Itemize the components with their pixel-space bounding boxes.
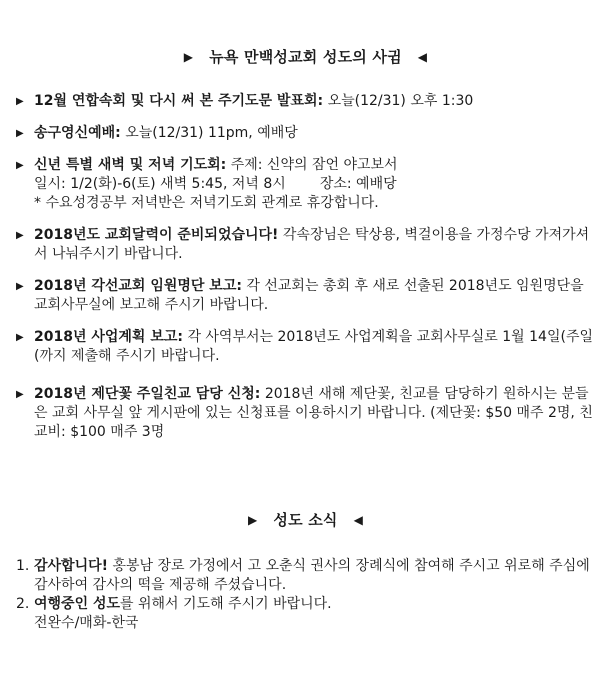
bullet-arrow-icon: ▶ <box>16 230 24 241</box>
bullet-arrow-icon: ▶ <box>16 128 24 139</box>
announcement-note: * 수요성경공부 저녁반은 저녁기도회 관계로 휴강합니다. <box>34 195 379 211</box>
bullet-arrow-icon: ▶ <box>16 160 24 171</box>
announcement-item <box>16 124 596 143</box>
bullet-arrow-icon: ▶ <box>16 389 24 400</box>
announcement-text: 주제: 신약의 잠언 야고보서 <box>230 157 398 173</box>
news-heading <box>0 511 611 530</box>
news-text: 홍봉남 장로 가정에서 고 오춘식 권사의 장례식에 참여해 주시고 위로해 주심에 감사하여 감사의 떡을 제공해 주셨습니다. <box>34 558 590 593</box>
announcement-head: 2018년도 교회달력이 준비되었습니다! <box>34 227 279 243</box>
bullet-arrow-icon: ▶ <box>16 281 24 292</box>
left-arrow-icon: ◀ <box>417 50 428 64</box>
bullet-arrow-icon: ▶ <box>16 96 24 107</box>
news-number: 1. <box>16 558 30 574</box>
announcement-text: 2018년 새해 제단꽃, 친교를 담당하기 원하시는 분들은 교회 사무실 앞 게시판에 있는 신청표를 이용하시기 바랍니다. (제단꽃: $50 매주 2명, 친교비: $100 매주 3명 <box>34 386 593 440</box>
announcement-text: 오늘(12/31) 오후 1:30 <box>327 93 474 109</box>
announcement-schedule: 일시: 1/2(화)-6(토) 새벽 5:45, 저녁 8시 <box>34 176 286 192</box>
announcement-location: 장소: 예배당 <box>319 176 397 192</box>
news-number: 2. <box>16 596 30 612</box>
right-arrow-icon: ▶ <box>183 50 194 64</box>
announcement-head: 2018년 각선교회 임원명단 보고: <box>34 278 242 294</box>
announcement-text: 각속장님은 탁상용, 벽걸이용을 가정수당 가져가셔서 나눠주시기 바랍니다. <box>34 227 590 262</box>
news-item <box>16 595 596 633</box>
announcement-item <box>16 277 596 315</box>
news-item <box>16 557 596 595</box>
announcement-head: 12월 연합속회 및 다시 써 본 주기도문 발표회: <box>34 93 324 109</box>
news-title: 성도 소식 <box>273 511 338 529</box>
announcement-text: 각 사역부서는 2018년도 사업계획을 교회사무실로 1월 14일(주일(까지 제출해 주시기 바랍니다. <box>34 329 594 364</box>
announcement-item <box>16 226 596 264</box>
news-list <box>16 557 596 633</box>
right-arrow-icon: ▶ <box>247 513 258 527</box>
bullet-arrow-icon: ▶ <box>16 332 24 343</box>
news-extra: 전완수/매화-한국 <box>34 615 139 631</box>
announcement-head: 송구영신예배: <box>34 125 121 141</box>
announcement-head: 2018년 사업계획 보고: <box>34 329 183 345</box>
announcement-item <box>16 156 596 213</box>
news-head: 감사합니다! <box>34 558 109 574</box>
left-arrow-icon: ◀ <box>353 513 364 527</box>
announcements-heading <box>0 48 611 67</box>
announcements-list <box>16 92 596 455</box>
announcement-item <box>16 92 596 111</box>
announcement-item <box>16 385 596 442</box>
announcement-head: 신년 특별 새벽 및 저녁 기도회: <box>34 157 227 173</box>
announcement-item <box>16 328 596 366</box>
announcement-head: 2018년 제단꽃 주일친교 담당 신청: <box>34 386 261 402</box>
news-head: 여행중인 성도 <box>34 596 121 612</box>
announcement-text: 오늘(12/31) 11pm, 예배당 <box>125 125 298 141</box>
announcements-title: 뉴욕 만백성교회 성도의 사귐 <box>209 48 402 66</box>
announcement-text: 각 선교회는 총회 후 새로 선출된 2018년도 임원명단을 교회사무실에 보고해 주시기 바랍니다. <box>34 278 584 313</box>
news-text: 를 위해서 기도해 주시기 바랍니다. <box>120 596 332 612</box>
